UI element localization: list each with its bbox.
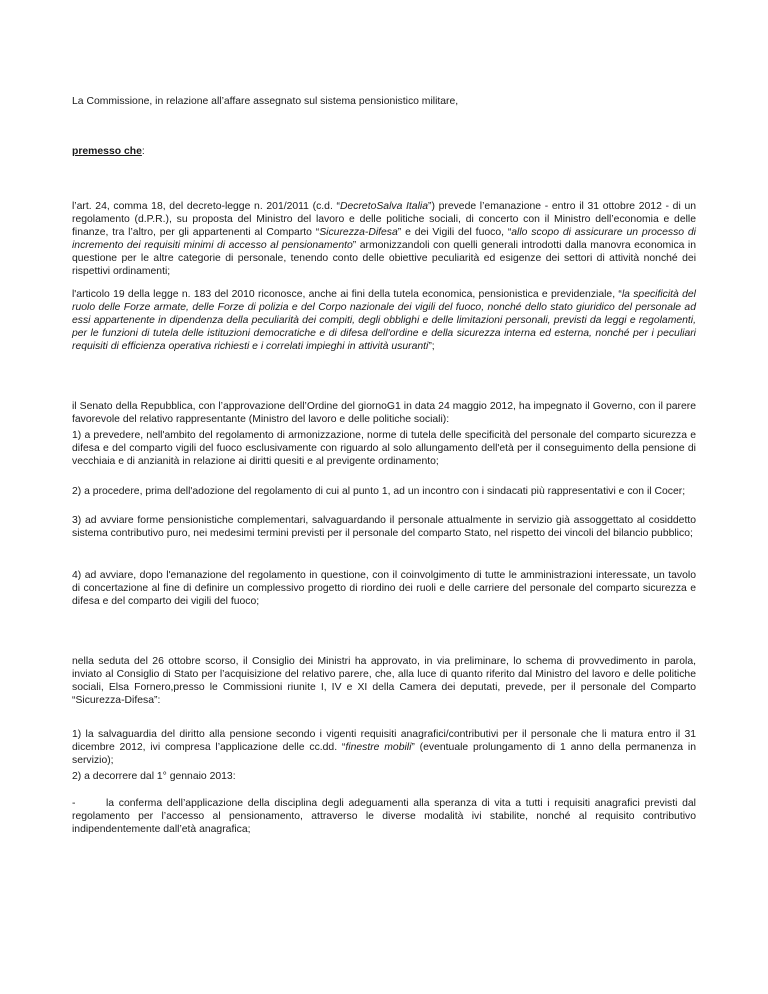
p9-text-c: ” (eventuale prolungamento di 1 anno della permanenza in servizio); bbox=[72, 742, 696, 767]
paragraph-articolo-19 bbox=[72, 288, 696, 353]
p9-italic-b: finestre mobili bbox=[345, 742, 412, 754]
dash-item-text: la conferma dell’applicazione della disciplina degli adeguamenti alla speranza di vita a tutti i requisiti anagrafici previsti dal regolamento per l’accesso al pensionamento, attraverso le diverse modalità ivi stabilite, nonché al requisito contributivo indipendentemente dall’età anagrafica; bbox=[72, 798, 696, 836]
p1-text-e: ” e dei Vigili del fuoco, “ bbox=[397, 227, 512, 239]
list-item-3: 3) ad avviare forme pensionistiche complementari, salvaguardando il personale attualmente in servizio già assoggettato al cosiddetto sistema contributivo puro, nei medesimi termini previsti per il personale del comparto Stato, nel rispetto dei vincoli del bilancio pubblico; bbox=[72, 515, 696, 540]
dash-item-conferma bbox=[72, 797, 696, 836]
paragraph-consiglio-ministri: nella seduta del 26 ottobre scorso, il Consiglio dei Ministri ha approvato, in via preliminare, lo schema di provvedimento in parola, inviato al Consiglio di Stato per l’acquisizione del relativo parere, che, alla luce di quanto riferito dal Ministro del lavoro e delle politiche sociali, Elsa Fornero,presso le Commissioni riunite I, IV e XI della Camera dei deputati, prevede, per il personale del Comparto “Sicurezza-Difesa”: bbox=[72, 656, 696, 707]
list-item-decorrenza: 2) a decorrere dal 1° gennaio 2013: bbox=[72, 771, 236, 782]
list-item-1: 1) a prevedere, nell'ambito del regolamento di armonizzazione, norme di tutela delle specificità del personale del comparto sicurezza e difesa e del comparto vigili del fuoco esclusivamente con riguardo al solo allungamento dell'età per il conseguimento della pensione di vecchiaia e di anzianità in relazione ai diritti quesiti e al previgente ordinamento; bbox=[72, 430, 696, 468]
p1-text-c: ”) prevede l’emanazione - entro il 31 ottobre 2012 - di un regolamento (d.P.R.), su proposta del Ministro del lavoro e delle politiche sociali, di concerto con il Ministro dell’economia e delle finanze, tra l’altro, per gli appartenenti al Comparto “ bbox=[72, 201, 696, 239]
p1-italic-d: Sicurezza-Difesa bbox=[319, 227, 398, 239]
p2-text-c: ”; bbox=[428, 341, 435, 353]
list-item-2: 2) a procedere, prima dell'adozione del regolamento di cui al punto 1, ad un incontro con i sindacati più rappresentativi e con il Cocer; bbox=[72, 486, 686, 497]
p1-text-a: l’art. 24, comma 18, del decreto-legge n. 201/2011 (c.d. “ bbox=[72, 201, 340, 212]
p2-text-a: l'articolo 19 della legge n. 183 del 2010 riconosce, anche ai fini della tutela economica, pensionistica e previdenziale, “ bbox=[72, 289, 622, 300]
paragraph-senato: il Senato della Repubblica, con l’approvazione dell’Ordine del giornoG1 in data 24 maggio 2012, ha impegnato il Governo, con il parere favorevole del relativo rappresentante (Ministro del lavoro e delle politiche sociali): bbox=[72, 401, 696, 426]
dash-marker: - bbox=[72, 798, 76, 809]
p1-text-g: ” armonizzandoli con quelli generali introdotti dalla manovra economica in questione per le altre categorie di personale, tenendo conto delle obiettive peculiarità ed esigenze dei settori di attività nonché dei rispettivi ordinamenti; bbox=[72, 240, 697, 278]
premesso-label: premesso che bbox=[72, 146, 142, 157]
premesso-colon: : bbox=[141, 146, 145, 157]
intro-paragraph: La Commissione, in relazione all’affare assegnato sul sistema pensionistico militare, bbox=[72, 96, 459, 107]
list-item-salvaguardia bbox=[72, 728, 696, 767]
list-item-4: 4) ad avviare, dopo l'emanazione del regolamento in questione, con il coinvolgimento di tutte le amministrazioni interessate, un tavolo di concertazione al fine di definire un complessivo progetto di riordino dei ruoli e delle carriere del personale del comparto sicurezza e difesa e del comparto dei vigili del fuoco; bbox=[72, 570, 696, 608]
paragraph-decreto-legge bbox=[72, 200, 696, 279]
p2-italic-b: la specificità del ruolo delle Forze armate, delle Forze di polizia e del Corpo nazionale dei vigili del fuoco, nonché dello stato giuridico del personale ad essi appartenente in dipendenza della peculiarità dei compiti, degli obblighi e delle limitazioni personali, previsti da leggi e regolamenti, per le funzioni di tutela delle istituzioni democratiche e di difesa dell'ordine e della sicurezza interna ed esterna, nonché per i peculiari requisiti di efficienza operativa richiesti e i correlati impieghi in attività usuranti bbox=[72, 289, 696, 353]
p1-italic-f: allo scopo di assicurare un processo di incremento dei requisiti minimi di accesso al pensionamento bbox=[72, 227, 696, 252]
p9-text-a: 1) la salvaguardia del diritto alla pensione secondo i vigenti requisiti anagrafici/contributivi per il personale che li matura entro il 31 dicembre 2012, ivi compresa l’applicazione delle cc.dd. “ bbox=[72, 729, 696, 754]
premesso-heading bbox=[72, 145, 696, 158]
p1-italic-b: DecretoSalva Italia bbox=[339, 201, 428, 212]
